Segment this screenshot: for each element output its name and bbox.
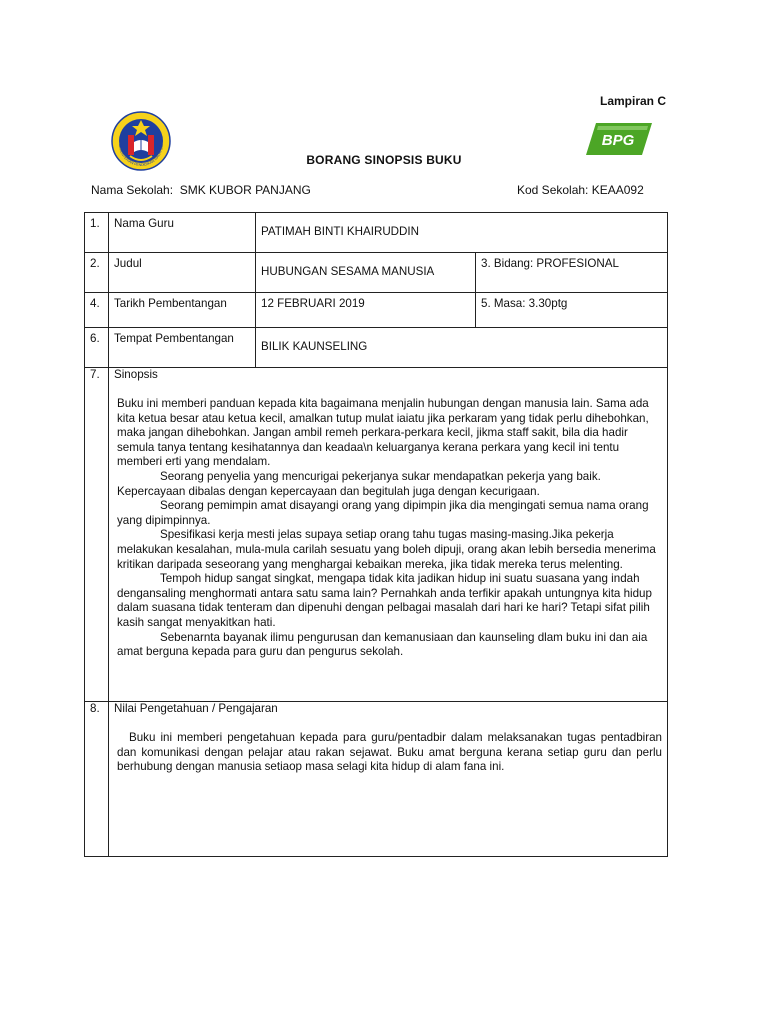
sinopsis-paragraph: Buku ini memberi panduan kepada kita bagaimana menjalin hubungan dengan manusia lain. Sama ada kita ketua besar atau ketua kecil, amalkan tutup mulat iaiatu jika perkaram yang tidak perlu dihebohkan, maka jangan dihebohkan. Jangan ambil remeh perkara-perkara kecil, jikma staff sakit, bila dia hadir semula tanya tentang kesihatannya dan keadaa\n keluarganya kerana perkara yang kecil ini tentu memberi erti yang mendalam. [117, 397, 649, 469]
sinopsis-paragraph: Sebenarnta bayanak ilimu pengurusan dan kemanusiaan dan kaunseling dlam buku ini dan aia amat berguna kepada para guru dan pengurus sekolah. [117, 630, 648, 659]
row-label: Tarikh Pembentangan [109, 293, 256, 328]
school-value: SMK KUBOR PANJANG [179, 183, 311, 197]
kod-value: KEAA092 [591, 183, 644, 197]
nilai-label: Nilai Pengetahuan / Pengajaran [114, 702, 278, 715]
nilai-text [117, 731, 662, 775]
tarikh-value: 12 FEBRUARI 2019 [256, 293, 476, 328]
row-label: Nama Guru [109, 213, 256, 253]
tempat-value: BILIK KAUNSELING [256, 328, 668, 368]
masa-value: 5. Masa: 3.30ptg [476, 293, 668, 328]
sinopsis-paragraph: Seorang penyelia yang mencurigai pekerjanya sukar mendapatkan pekerja yang baik. Kepercayaan dibalas dengan kepercayaan dan begitulah juga dengan kecurigaan. [117, 469, 601, 498]
bidang-value: 3. Bidang: PROFESIONAL [476, 253, 668, 293]
row-number: 8. [85, 702, 109, 857]
school-name [91, 183, 311, 197]
bpg-logo-text: BPG [601, 132, 635, 149]
sinopsis-text [117, 397, 662, 660]
lampiran-label: Lampiran C [600, 94, 667, 108]
row-judul [85, 253, 668, 293]
sinopsis-paragraph: Seorang pemimpin amat disayangi orang yang dipimpin jika dia mengingati semua nama orang yang dipimpinnya. [117, 499, 649, 527]
sinopsis-paragraph: Tempoh hidup sangat singkat, mengapa tidak kita jadikan hidup ini suatu suasana yang indah dengansaling menghormati antara satu sama lain? Pernahkah anda terfikir apakah untungnya kita hidup dalam suasana tidak tenteram dan dipenuhi dengan pelbagai masalah dari hari ke hari? Tetapi sifat pilih kasih sangat menyakitkan hati. [117, 572, 652, 629]
form-title: BORANG SINOPSIS BUKU [306, 153, 462, 167]
school-label: Nama Sekolah: [91, 183, 174, 197]
row-nama-guru [85, 213, 668, 253]
row-number: 1. [85, 213, 109, 253]
kod-label: Kod Sekolah: [517, 183, 589, 197]
synopsis-form-table [84, 212, 668, 857]
sinopsis-label: Sinopsis [114, 368, 158, 381]
row-number: 6. [85, 328, 109, 368]
row-label: Judul [109, 253, 256, 293]
row-sinopsis [85, 368, 668, 702]
row-label: Tempat Pembentangan [109, 328, 256, 368]
guru-value: PATIMAH BINTI KHAIRUDDIN [256, 213, 668, 253]
sinopsis-paragraph: Spesifikasi kerja mesti jelas supaya setiap orang tahu tugas masing-masing.Jika pekerja melakukan kesalahan, mula-mula carilah sesuatu yang boleh dipuji, orang akan lebih bersedia menerima kritikan daripada seseorang yang menghargai kebaikan mereka, jika tidak mereka terus melenting. [117, 528, 656, 571]
nilai-paragraph: Buku ini memberi pengetahuan kepada para guru/pentadbir dalam melaksanakan tugas pentadbiran dan komunikasi dengan pelajar atau rakan sejawat. Buku amat berguna kerana setiap guru dan perlu berhubung dengan manusia setiaop masa selagi kita hidup di alam fana ini. [117, 731, 662, 774]
kpm-logo-text: KEMENTERIAN PENDIDIKAN MALAYSIA [117, 143, 165, 168]
row-number: 7. [85, 368, 109, 702]
row-tempat [85, 328, 668, 368]
row-number: 4. [85, 293, 109, 328]
bpg-logo [584, 121, 654, 157]
sinopsis-cell [109, 368, 668, 702]
nilai-cell [109, 702, 668, 857]
judul-value: HUBUNGAN SESAMA MANUSIA [256, 253, 476, 293]
row-nilai [85, 702, 668, 857]
school-code [517, 183, 644, 197]
row-number: 2. [85, 253, 109, 293]
row-tarikh [85, 293, 668, 328]
